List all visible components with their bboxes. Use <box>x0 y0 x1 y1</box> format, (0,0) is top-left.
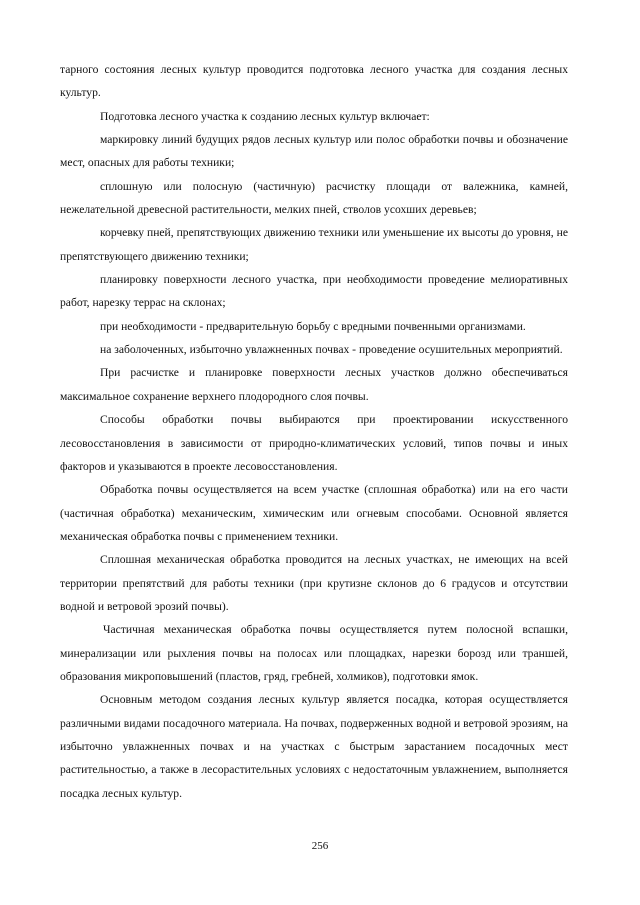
paragraph: маркировку линий будущих рядов лесных культур или полос обработки почвы и обозначение мест, опасных для работы техники; <box>60 133 568 170</box>
paragraph: Сплошная механическая обработка проводится на лесных участках, не имеющих на всей территории препятствий для работы техники (при крутизне склонов до 6 градусов и отсутствии водной и ветровой эрозий почвы). <box>60 553 568 613</box>
paragraph: Способы обработки почвы выбираются при проектировании искусственного лесовосстановления в зависимости от природно-климатических условий, типов почвы и иных факторов и указываются в проекте лесовосстановления. <box>60 413 568 473</box>
paragraph: Основным методом создания лесных культур является посадка, которая осуществляется различными видами посадочного материала. На почвах, подверженных водной и ветровой эрозиям, на избыточно увлажненных почвах и на участках с быстрым зарастанием посадочных мест растительностью, а также в лесорастительных условиях с недостаточным увлажнением, выполняется посадка лесных культур. <box>60 693 568 800</box>
paragraph: сплошную или полосную (частичную) расчистку площади от валежника, камней, нежелательной древесной растительности, мелких пней, стволов усохших деревьев; <box>60 179 568 217</box>
paragraph: Частичная механическая обработка почвы осуществляется путем полосной вспашки, минерализации или рыхления почвы на полосах или площадках, нарезки борозд или траншей, образования микроповышений (пластов, гряд, гребней, холмиков), подготовки ямок. <box>60 623 568 683</box>
paragraph: При расчистке и планировке поверхности лесных участков должно обеспечиваться максимальное сохранение верхнего плодородного слоя почвы. <box>60 366 568 403</box>
paragraph: Подготовка лесного участка к созданию лесных культур включает: <box>100 109 430 123</box>
paragraph: корчевку пней, препятствующих движению техники или уменьшение их высоты до уровня, не препятствующего движению техники; <box>60 226 568 263</box>
paragraph: Обработка почвы осуществляется на всем участке (сплошная обработка) или на его части (частичная обработка) механическим, химическим или огневым способами. Основной является механическая обработка почвы с применением техники. <box>60 483 568 543</box>
paragraph-continuation: тарного состояния лесных культур проводится подготовка лесного участка для создания лесных культур. <box>60 63 568 100</box>
page-number: 256 <box>311 840 329 852</box>
paragraph: планировку поверхности лесного участка, при необходимости проведение мелиоративных работ, нарезку террас на склонах; <box>60 273 568 310</box>
document-body <box>60 58 568 805</box>
paragraph: при необходимости - предварительную борьбу с вредными почвенными организмами. <box>100 319 526 333</box>
paragraph: на заболоченных, избыточно увлажненных почвах - проведение осушительных мероприятий. <box>100 343 563 357</box>
